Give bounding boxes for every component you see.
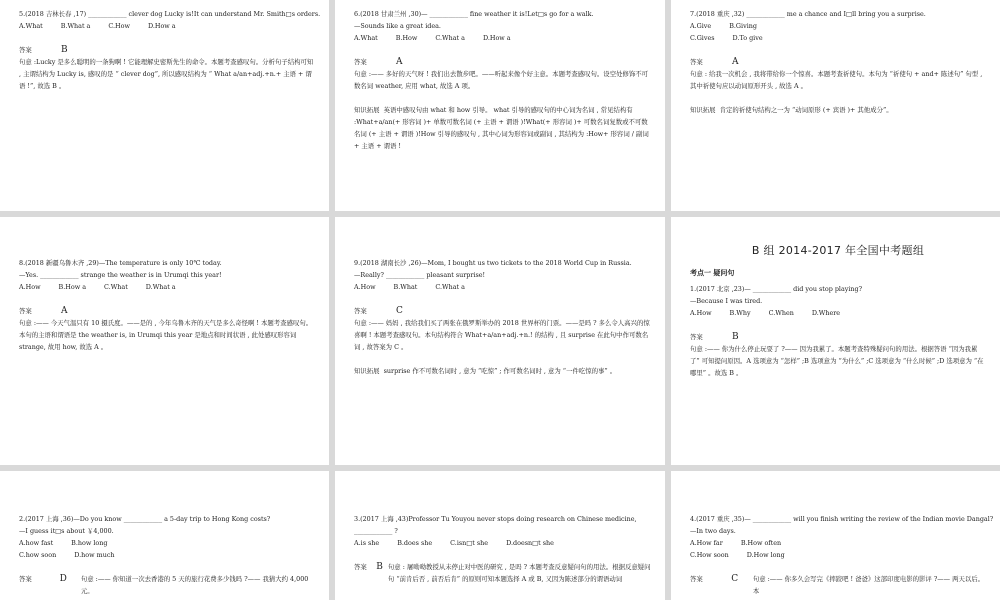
option: C.What a: [435, 283, 465, 291]
option: C.how soon: [19, 551, 57, 559]
question-stem: 9.(2018 湖南长沙 ,26)—Mom, I bought us two tickets to the 2018 World Cup in Russia.: [354, 259, 632, 267]
answer-letter: B: [376, 562, 383, 572]
knowledge-extension: [354, 104, 651, 152]
options-row-2: [690, 32, 986, 44]
question-stem-2: —I guess it□s about ￥4,000.: [19, 527, 114, 535]
answer-letter: A: [61, 306, 68, 316]
option: C.What a: [435, 34, 465, 42]
options-row: [690, 307, 986, 319]
page-panel: [0, 471, 329, 600]
page-panel: [0, 217, 329, 465]
answer-row: [690, 573, 986, 597]
option: B.Why: [729, 309, 751, 317]
answer-label: 答案: [354, 58, 367, 66]
option: D.How a: [147, 22, 176, 30]
explanation: 句意 :—— 你多久会写完《摔跤吧 ! 爸爸》这部印度电影的影评 ?—— 两天以后。本: [752, 575, 985, 595]
options-row: [19, 537, 315, 549]
answer-row: [19, 44, 315, 56]
explanation: 句意 :—— 你知道一次去香港的 5 天的旅行花费多少钱吗 ?—— 我猜大约 4,000 元。: [80, 575, 309, 595]
answer-label: 答案: [690, 575, 703, 583]
option: C.isn□t she: [450, 539, 489, 547]
answer-letter: B: [732, 332, 739, 342]
option: B.What a: [60, 22, 91, 30]
option: A.how fast: [19, 539, 54, 547]
options-row: [354, 537, 651, 549]
option: C.How: [108, 22, 130, 30]
answer-row: [690, 56, 986, 68]
option: B.does she: [397, 539, 433, 547]
answer-label: 答案: [19, 46, 32, 54]
option: C.How soon: [690, 551, 729, 559]
option: A.is she: [354, 539, 380, 547]
answer-letter: A: [732, 57, 739, 67]
options-row-2: [19, 549, 315, 561]
option: D.How long: [746, 551, 785, 559]
question-stem-2: —Sounds like a great idea.: [354, 22, 441, 30]
option: A.Give: [690, 22, 712, 30]
answer-letter: B: [61, 45, 68, 55]
question-stem: 7.(2018 重庆 ,32) ____________ me a chance and I□ll bring you a surprise.: [690, 10, 926, 18]
option: A.How far: [690, 539, 723, 547]
option: A.How: [19, 283, 41, 291]
answer-letter: D: [59, 574, 67, 584]
answer-label: 答案: [354, 307, 367, 315]
question-stem-2: —Because I was tired.: [690, 297, 763, 305]
answer-label: 答案: [690, 58, 703, 66]
option: D.Where: [811, 309, 841, 317]
answer-label: 答案: [354, 563, 367, 571]
option: B.What: [393, 283, 418, 291]
extension-text: 英语中感叹句由 what 和 how 引导。 what 引导的感叹句的中心词为名词 , 常见结构有 :What+a/an(+ 形容词 )+ 单数可数名词 (+ 主语 + 谓语 )!What(+ 形容词 )+ 可数名词复数或不可数名词 (+ 主语 + 谓语 )!How 引导的感叹句 , 其中心词为形容词或副词 , 其结构为 :How+ 形容词 / 副词 + 主语 + 谓语 !: [354, 106, 649, 150]
answer-row: [19, 305, 315, 317]
answer-label: 答案: [690, 333, 703, 341]
option: B.How: [395, 34, 418, 42]
page-panel: [0, 0, 329, 211]
extension-text: 肯定的祈使句结构之一为 “动词原形 (+ 宾语 )+ 其他成分”。: [719, 106, 893, 114]
question-stem-2: —Yes. ____________ strange the weather is in Urumqi this year!: [19, 271, 222, 279]
extension-text: surprise 作不可数名词时 , 意为 “吃惊” ; 作可数名词时 , 意为 “一件吃惊的事” 。: [383, 367, 617, 375]
question-stem: 5.(2018 吉林长春 ,17) ____________ clever dog Lucky is!It can understand Mr. Smith□s orders.: [19, 10, 321, 18]
page-panel: [335, 471, 665, 600]
explanation: 句意 :—— 妈妈 , 我给我们买了两张在俄罗斯举办的 2018 世界杯的门票。——是吗 ? 多么令人高兴的惊喜啊 ! 本题考查感叹句。本句结构符合 What+a/an+adj.+n.! 的结构 , 且 surprise 在此句中作可数名词 , 故答案为 C 。: [354, 319, 650, 351]
option: A.How: [354, 283, 376, 291]
answer-row: [354, 305, 651, 317]
knowledge-extension: [354, 365, 651, 377]
option: D.doesn□t she: [506, 539, 554, 547]
question-stem-2: —Really? ____________ pleasant surprise!: [354, 271, 486, 279]
answer-row: [354, 561, 651, 585]
page-panel: [335, 217, 665, 465]
option: D.To give: [732, 34, 763, 42]
page-panel: [671, 0, 1000, 211]
option: C.When: [768, 309, 794, 317]
explanation: 句意 :—— 今天气温只有 10 摄氏度。——是的 , 今年乌鲁木齐的天气是多么奇怪啊 ! 本题考查感叹句。本句的主语和谓语是 the weather is, in Urumqi this year 是地点和时间状语 , 此处感叹形容词 strange, 故用 how, 故选 A 。: [19, 319, 313, 351]
option: B.how long: [71, 539, 108, 547]
question-stem: 3.(2017 上海 ,43)Professor Tu Youyou never stops doing research on Chinese medicine, ____________ ?: [354, 515, 637, 535]
option: C.What: [104, 283, 128, 291]
question-stem: 6.(2018 甘肃兰州 ,30)— ____________ fine weather it is!Let□s go for a walk.: [354, 10, 594, 18]
extension-label: 知识拓展: [354, 367, 380, 375]
options-row-2: [690, 549, 986, 561]
page-panel: [671, 217, 1000, 465]
explanation: 句意 :—— 你为什么停止玩耍了 ?—— 因为我累了。本题考查特殊疑问句的用法。根据答语 “因为我累了” 可知提问原因。A 选项意为 “怎样” ;B 选项意为 “为什么” ;C 选项意为 “什么时候” ;D 选项意为 “在哪里” 。故选 B 。: [690, 345, 984, 377]
options-row: [19, 281, 315, 293]
option: A.What: [354, 34, 378, 42]
question-stem: 1.(2017 北京 ,23)— ____________ did you stop playing?: [690, 285, 863, 293]
section-title: B 组 2014-2017 年全国中考题组: [751, 244, 925, 257]
knowledge-extension: [690, 104, 986, 116]
question-stem: 2.(2017 上海 ,36)—Do you know ____________ a 5-day trip to Hong Kong costs?: [19, 515, 271, 523]
question-stem: 8.(2018 新疆乌鲁木齐 ,29)—The temperature is only 10℃ today.: [19, 259, 222, 267]
answer-letter: A: [396, 57, 403, 67]
explanation: 句意 :—— 多好的天气呀 ! 我们出去散步吧。——听起来像个好主意。本题考查感叹句。设空处修饰不可数名词 weather, 应用 what, 故选 A 项。: [354, 70, 649, 90]
options-row: [354, 32, 651, 44]
topic-heading: 考点一 疑问句: [690, 268, 735, 277]
answer-row: [354, 56, 651, 68]
option: D.What a: [145, 283, 176, 291]
option: A.What: [19, 22, 43, 30]
answer-letter: C: [731, 574, 739, 584]
options-row: [690, 20, 986, 32]
answer-row: [690, 331, 986, 343]
explanation: 句意 : 给我一次机会 , 我将带给你一个惊喜。本题考查祈使句。本句为 “祈使句 + and+ 陈述句” 句型 , 其中祈使句应以动词原形开头 , 故选 A 。: [690, 70, 983, 90]
page-panel: [335, 0, 665, 211]
answer-letter: C: [396, 306, 403, 316]
options-row: [354, 281, 651, 293]
option: C.Gives: [690, 34, 715, 42]
option: D.how much: [74, 551, 115, 559]
page-panel: [671, 471, 1000, 600]
option: B.How often: [740, 539, 782, 547]
explanation: 句意 : 屠呦呦教授从未停止对中医的研究 , 是吗 ? 本题考查反意疑问句的用法。根据反意疑问句 “前肯后否 , 前否后肯” 的原则可知本题选择 A 或 B, 又因为陈述部分的谓语动词: [387, 563, 651, 583]
answer-label: 答案: [19, 575, 32, 583]
answer-row: [19, 573, 315, 597]
answer-label: 答案: [19, 307, 32, 315]
extension-label: 知识拓展: [354, 106, 380, 114]
explanation: 句意 :Lucky 是多么聪明的一条狗啊 ! 它能理解史密斯先生的命令。本题考查感叹句。分析句子结构可知 , 主谓结构为 Lucky is, 感叹的是 “ clever dog”, 所以感叹结构为 “ What a/an+adj.+n.+ 主语 + 谓语 !”, 故选 B 。: [19, 58, 314, 90]
question-stem: 4.(2017 重庆 ,35)— ____________ will you finish writing the review of the Indian movie Dangal?: [690, 515, 994, 523]
options-row: [19, 20, 315, 32]
extension-label: 知识拓展: [690, 106, 716, 114]
option: A.How: [690, 309, 712, 317]
option: D.How a: [482, 34, 511, 42]
question-stem-2: —In two days.: [690, 527, 736, 535]
options-row: [690, 537, 986, 549]
option: B.Giving: [729, 22, 757, 30]
option: B.How a: [58, 283, 87, 291]
